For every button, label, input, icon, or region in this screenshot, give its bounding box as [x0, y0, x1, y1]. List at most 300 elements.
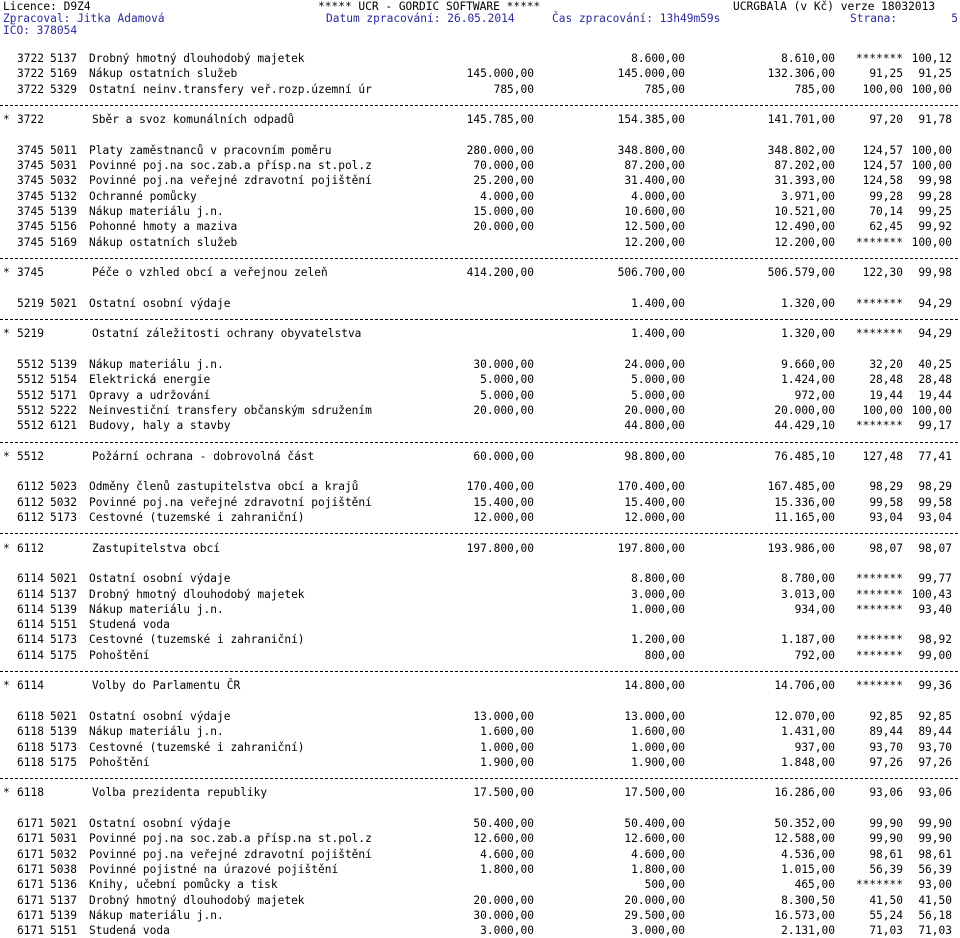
approved-budget: 12.600,00: [473, 832, 534, 846]
table-row: [0, 649, 960, 663]
paragraph-code: 3745: [17, 266, 44, 280]
percent-of-approved: 99,90: [869, 817, 903, 830]
item-label: Nákup ostatních služeb: [89, 67, 238, 81]
percent-of-adjusted: 93,70: [918, 740, 952, 754]
paragraph-code: 3722: [17, 52, 44, 65]
item-code: 5139: [50, 205, 77, 218]
item-label: Studená voda: [89, 924, 170, 938]
percent-of-adjusted: 40,25: [918, 358, 952, 371]
table-row: [0, 603, 960, 617]
actual-amount: 167.485,00: [767, 480, 835, 494]
item-label: Drobný hmotný dlouhodobý majetek: [89, 893, 305, 907]
approved-budget: 1.600,00: [480, 725, 534, 739]
actual-amount: 11.165,00: [774, 511, 835, 524]
approved-budget: 4.600,00: [480, 847, 534, 861]
percent-of-adjusted: 99,98: [918, 174, 952, 188]
approved-budget: 17.500,00: [473, 786, 534, 800]
item-code: 5031: [50, 159, 77, 173]
percent-of-approved: *******: [855, 52, 903, 65]
percent-of-approved: 19,44: [869, 388, 903, 402]
adjusted-budget: 1.000,00: [631, 602, 685, 616]
actual-amount: 31.393,00: [774, 174, 835, 188]
percent-of-adjusted: 91,78: [918, 113, 952, 127]
table-row: [0, 741, 960, 755]
adjusted-budget: 3.000,00: [631, 587, 685, 601]
subtotal-row: [0, 786, 960, 800]
percent-of-adjusted: 93,06: [918, 786, 952, 800]
adjusted-budget: 8.800,00: [631, 572, 685, 586]
dashed-separator: [0, 671, 958, 672]
adjusted-budget: 145.000,00: [617, 67, 685, 81]
approved-budget: 5.000,00: [480, 388, 534, 402]
program-version: UCRGBAlA (v Kč) verze 18032013: [733, 0, 936, 13]
percent-of-adjusted: 100,00: [911, 143, 952, 157]
adjusted-budget: 1.600,00: [631, 725, 685, 739]
table-row: [0, 633, 960, 647]
item-label: Ostatní neinv.transfery veř.rozp.územní úr: [89, 82, 372, 96]
percent-of-adjusted: 93,40: [918, 602, 952, 616]
actual-amount: 8.610,00: [781, 52, 835, 65]
item-code: 5136: [50, 878, 77, 892]
approved-budget: 20.000,00: [473, 403, 534, 417]
paragraph-code: 6171: [17, 878, 44, 892]
actual-amount: 4.536,00: [781, 847, 835, 861]
item-code: 5011: [50, 143, 77, 157]
subtotal-label: Požární ochrana - dobrovolná část: [92, 449, 315, 463]
item-code: 5173: [50, 511, 77, 524]
adjusted-budget: 500,00: [644, 878, 685, 892]
percent-of-adjusted: 100,12: [911, 52, 952, 65]
actual-amount: 3.971,00: [781, 189, 835, 203]
item-label: Budovy, haly a stavby: [89, 419, 231, 433]
actual-amount: 76.485,10: [774, 449, 835, 463]
actual-amount: 506.579,00: [767, 266, 835, 280]
approved-budget: 20.000,00: [473, 893, 534, 907]
item-code: 5139: [50, 602, 77, 616]
item-label: Pohonné hmoty a maziva: [89, 220, 238, 234]
actual-amount: 15.336,00: [774, 495, 835, 509]
percent-of-adjusted: 100,43: [911, 587, 952, 601]
percent-of-approved: *******: [855, 327, 903, 341]
percent-of-approved: 122,30: [862, 266, 903, 280]
actual-amount: 16.573,00: [774, 908, 835, 922]
percent-of-approved: 124,57: [862, 159, 903, 173]
licence-label: Licence: D9Z4: [3, 0, 91, 13]
actual-amount: 3.013,00: [781, 587, 835, 601]
paragraph-code: 6171: [17, 908, 44, 922]
paragraph-code: 5219: [17, 327, 44, 341]
actual-amount: 20.000,00: [774, 403, 835, 417]
item-label: Povinné poj.na soc.zab.a přísp.na st.pol.z: [89, 159, 372, 173]
approved-budget: 25.200,00: [473, 174, 534, 188]
paragraph-code: 6171: [17, 893, 44, 907]
table-row: [0, 756, 960, 770]
subtotal-marker: *: [3, 327, 10, 341]
item-label: Ostatní osobní výdaje: [89, 709, 231, 723]
percent-of-adjusted: 91,25: [918, 67, 952, 81]
item-code: 5023: [50, 480, 77, 494]
processing-time: Čas zpracování: 13h49m59s: [552, 12, 721, 25]
item-code: 5175: [50, 648, 77, 662]
percent-of-approved: 100,00: [862, 403, 903, 417]
processor-name: Zpracoval: Jitka Adamová: [3, 12, 165, 25]
actual-amount: 348.802,00: [767, 143, 835, 157]
paragraph-code: 3745: [17, 143, 44, 157]
adjusted-budget: 20.000,00: [624, 403, 685, 417]
percent-of-adjusted: 94,29: [918, 327, 952, 341]
percent-of-adjusted: 100,00: [911, 82, 952, 96]
percent-of-adjusted: 100,00: [911, 403, 952, 417]
adjusted-budget: 44.800,00: [624, 419, 685, 433]
page-label: Strana:: [850, 12, 898, 25]
adjusted-budget: 154.385,00: [617, 113, 685, 127]
paragraph-code: 5512: [17, 403, 44, 417]
paragraph-code: 6118: [17, 725, 44, 739]
page-number: 5: [951, 12, 958, 25]
percent-of-approved: 99,28: [869, 189, 903, 203]
item-code: 5173: [50, 633, 77, 647]
paragraph-code: 3745: [17, 235, 44, 249]
item-code: 5038: [50, 862, 77, 876]
table-row: [0, 909, 960, 923]
table-row: [0, 174, 960, 188]
item-label: Povinné poj.na veřejné zdravotní pojištění: [89, 495, 372, 509]
approved-budget: 70.000,00: [473, 159, 534, 173]
percent-of-adjusted: 99,92: [918, 220, 952, 234]
processing-date: Datum zpracování: 26.05.2014: [326, 12, 515, 25]
approved-budget: 50.400,00: [473, 817, 534, 830]
adjusted-budget: 197.800,00: [617, 541, 685, 555]
percent-of-adjusted: 99,28: [918, 189, 952, 203]
actual-amount: 44.429,10: [774, 419, 835, 433]
adjusted-budget: 29.500,00: [624, 908, 685, 922]
percent-of-adjusted: 93,04: [918, 511, 952, 524]
percent-of-approved: 97,20: [869, 113, 903, 127]
table-row: [0, 863, 960, 877]
item-label: Povinné poj.na veřejné zdravotní pojištění: [89, 847, 372, 861]
actual-amount: 9.660,00: [781, 358, 835, 371]
table-row: [0, 511, 960, 525]
paragraph-code: 3745: [17, 220, 44, 234]
percent-of-approved: *******: [855, 296, 903, 310]
subtotal-marker: *: [3, 541, 10, 555]
actual-amount: 12.490,00: [774, 220, 835, 234]
paragraph-code: 6118: [17, 755, 44, 769]
percent-of-approved: 28,48: [869, 373, 903, 387]
approved-budget: 15.400,00: [473, 495, 534, 509]
actual-amount: 8.300,50: [781, 893, 835, 907]
adjusted-budget: 17.500,00: [624, 786, 685, 800]
adjusted-budget: 785,00: [644, 82, 685, 96]
item-label: Pohoštění: [89, 755, 150, 769]
percent-of-approved: 93,70: [869, 740, 903, 754]
item-label: Pohoštění: [89, 648, 150, 662]
dashed-separator: [0, 533, 958, 534]
item-label: Povinné poj.na soc.zab.a přísp.na st.pol.z: [89, 832, 372, 846]
subtotal-row: [0, 113, 960, 127]
table-row: [0, 817, 960, 831]
table-row: [0, 144, 960, 158]
paragraph-code: 5512: [17, 358, 44, 371]
table-row: [0, 924, 960, 938]
paragraph-code: 6118: [17, 709, 44, 723]
item-code: 5021: [50, 817, 77, 830]
approved-budget: 60.000,00: [473, 449, 534, 463]
subtotal-marker: *: [3, 449, 10, 463]
percent-of-approved: 127,48: [862, 449, 903, 463]
item-code: 5154: [50, 373, 77, 387]
paragraph-code: 6171: [17, 817, 44, 830]
actual-amount: 1.320,00: [781, 327, 835, 341]
percent-of-approved: 56,39: [869, 862, 903, 876]
adjusted-budget: 14.800,00: [624, 679, 685, 693]
adjusted-budget: 8.600,00: [631, 52, 685, 65]
item-label: Nákup materiálu j.n.: [89, 358, 224, 371]
percent-of-approved: *******: [855, 235, 903, 249]
adjusted-budget: 13.000,00: [624, 709, 685, 723]
adjusted-budget: 50.400,00: [624, 817, 685, 830]
percent-of-adjusted: 94,29: [918, 296, 952, 310]
paragraph-code: 6114: [17, 679, 44, 693]
adjusted-budget: 10.600,00: [624, 205, 685, 218]
approved-budget: 170.400,00: [466, 480, 534, 494]
percent-of-adjusted: 56,18: [918, 908, 952, 922]
item-label: Povinné poj.na veřejné zdravotní pojištění: [89, 174, 372, 188]
item-code: 5031: [50, 832, 77, 846]
adjusted-budget: 1.200,00: [631, 633, 685, 647]
item-label: Elektrická energie: [89, 373, 211, 387]
percent-of-approved: 70,14: [869, 205, 903, 218]
paragraph-code: 6112: [17, 541, 44, 555]
approved-budget: 785,00: [493, 82, 534, 96]
adjusted-budget: 12.200,00: [624, 235, 685, 249]
actual-amount: 141.701,00: [767, 113, 835, 127]
percent-of-adjusted: 28,48: [918, 373, 952, 387]
percent-of-approved: 32,20: [869, 358, 903, 371]
adjusted-budget: 98.800,00: [624, 449, 685, 463]
adjusted-budget: 31.400,00: [624, 174, 685, 188]
item-label: Nákup materiálu j.n.: [89, 908, 224, 922]
paragraph-code: 6114: [17, 618, 44, 632]
item-code: 5021: [50, 296, 77, 310]
table-row: [0, 496, 960, 510]
percent-of-adjusted: 100,00: [911, 235, 952, 249]
item-code: 5156: [50, 220, 77, 234]
subtotal-label: Zastupitelstva obcí: [92, 541, 220, 555]
paragraph-code: 6114: [17, 602, 44, 616]
percent-of-approved: *******: [855, 602, 903, 616]
percent-of-adjusted: 56,39: [918, 862, 952, 876]
actual-amount: 50.352,00: [774, 817, 835, 830]
percent-of-approved: 91,25: [869, 67, 903, 81]
percent-of-approved: 124,58: [862, 174, 903, 188]
table-row: [0, 190, 960, 204]
item-code: 5032: [50, 174, 77, 188]
percent-of-adjusted: 89,44: [918, 725, 952, 739]
subtotal-row: [0, 266, 960, 280]
adjusted-budget: 348.800,00: [617, 143, 685, 157]
table-row: [0, 83, 960, 97]
adjusted-budget: 1.800,00: [631, 862, 685, 876]
percent-of-approved: 98,07: [869, 541, 903, 555]
paragraph-code: 3722: [17, 82, 44, 96]
adjusted-budget: 12.600,00: [624, 832, 685, 846]
actual-amount: 972,00: [794, 388, 835, 402]
dashed-separator: [0, 105, 958, 106]
actual-amount: 87.202,00: [774, 159, 835, 173]
actual-amount: 132.306,00: [767, 67, 835, 81]
paragraph-code: 3745: [17, 189, 44, 203]
percent-of-adjusted: 98,29: [918, 480, 952, 494]
adjusted-budget: 5.000,00: [631, 373, 685, 387]
paragraph-code: 6112: [17, 495, 44, 509]
adjusted-budget: 3.000,00: [631, 924, 685, 938]
actual-amount: 12.200,00: [774, 235, 835, 249]
actual-amount: 1.187,00: [781, 633, 835, 647]
item-code: 5139: [50, 725, 77, 739]
adjusted-budget: 24.000,00: [624, 358, 685, 371]
paragraph-code: 6171: [17, 832, 44, 846]
table-row: [0, 205, 960, 219]
percent-of-adjusted: 99,98: [918, 266, 952, 280]
percent-of-adjusted: 99,77: [918, 572, 952, 586]
actual-amount: 465,00: [794, 878, 835, 892]
subtotal-label: Volba prezidenta republiky: [92, 786, 268, 800]
subtotal-label: Ostatní záležitosti ochrany obyvatelstva: [92, 327, 362, 341]
subtotal-row: [0, 679, 960, 693]
table-row: [0, 52, 960, 66]
actual-amount: 8.780,00: [781, 572, 835, 586]
paragraph-code: 6171: [17, 862, 44, 876]
table-row: [0, 236, 960, 250]
item-code: 5222: [50, 403, 77, 417]
item-code: 5329: [50, 82, 77, 96]
item-label: Cestovné (tuzemské i zahraniční): [89, 511, 305, 524]
actual-amount: 934,00: [794, 602, 835, 616]
actual-amount: 1.424,00: [781, 373, 835, 387]
percent-of-adjusted: 98,61: [918, 847, 952, 861]
percent-of-adjusted: 98,07: [918, 541, 952, 555]
dashed-separator: [0, 778, 958, 779]
item-code: 5021: [50, 572, 77, 586]
item-code: 5137: [50, 52, 77, 65]
adjusted-budget: 20.000,00: [624, 893, 685, 907]
adjusted-budget: 87.200,00: [624, 159, 685, 173]
percent-of-approved: *******: [855, 572, 903, 586]
percent-of-adjusted: 98,92: [918, 633, 952, 647]
percent-of-approved: 99,90: [869, 832, 903, 846]
percent-of-approved: *******: [855, 648, 903, 662]
table-row: [0, 618, 960, 632]
percent-of-approved: 100,00: [862, 82, 903, 96]
approved-budget: 280.000,00: [466, 143, 534, 157]
percent-of-adjusted: 93,00: [918, 878, 952, 892]
actual-amount: 937,00: [794, 740, 835, 754]
percent-of-approved: 41,50: [869, 893, 903, 907]
approved-budget: 1.000,00: [480, 740, 534, 754]
percent-of-approved: *******: [855, 587, 903, 601]
item-label: Cestovné (tuzemské i zahraniční): [89, 740, 305, 754]
table-row: [0, 159, 960, 173]
percent-of-approved: 55,24: [869, 908, 903, 922]
adjusted-budget: 5.000,00: [631, 388, 685, 402]
item-label: Nákup ostatních služeb: [89, 235, 238, 249]
percent-of-adjusted: 71,03: [918, 924, 952, 938]
adjusted-budget: 1.000,00: [631, 740, 685, 754]
approved-budget: 145.785,00: [466, 113, 534, 127]
table-row: [0, 588, 960, 602]
paragraph-code: 5512: [17, 373, 44, 387]
paragraph-code: 3722: [17, 113, 44, 127]
table-row: [0, 894, 960, 908]
item-label: Nákup materiálu j.n.: [89, 602, 224, 616]
subtotal-label: Sběr a svoz komunálních odpadů: [92, 113, 295, 127]
paragraph-code: 6112: [17, 511, 44, 524]
paragraph-code: 3745: [17, 159, 44, 173]
paragraph-code: 3745: [17, 174, 44, 188]
paragraph-code: 5512: [17, 388, 44, 402]
approved-budget: 15.000,00: [473, 205, 534, 218]
item-label: Drobný hmotný dlouhodobý majetek: [89, 52, 305, 65]
percent-of-approved: 98,29: [869, 480, 903, 494]
table-row: [0, 572, 960, 586]
item-label: Opravy a udržování: [89, 388, 211, 402]
table-row: [0, 358, 960, 372]
approved-budget: 3.000,00: [480, 924, 534, 938]
actual-amount: 193.986,00: [767, 541, 835, 555]
item-code: 5032: [50, 847, 77, 861]
item-code: 5169: [50, 235, 77, 249]
table-row: [0, 480, 960, 494]
table-row: [0, 389, 960, 403]
item-code: 5021: [50, 709, 77, 723]
paragraph-code: 3745: [17, 205, 44, 218]
percent-of-approved: 99,58: [869, 495, 903, 509]
approved-budget: 1.900,00: [480, 755, 534, 769]
percent-of-adjusted: 99,90: [918, 817, 952, 830]
actual-amount: 792,00: [794, 648, 835, 662]
approved-budget: 1.800,00: [480, 862, 534, 876]
table-row: [0, 878, 960, 892]
item-code: 5173: [50, 740, 77, 754]
percent-of-approved: *******: [855, 419, 903, 433]
table-row: [0, 297, 960, 311]
adjusted-budget: 1.400,00: [631, 296, 685, 310]
subtotal-marker: *: [3, 679, 10, 693]
paragraph-code: 5219: [17, 296, 44, 310]
percent-of-adjusted: 19,44: [918, 388, 952, 402]
item-label: Drobný hmotný dlouhodobý majetek: [89, 587, 305, 601]
table-row: [0, 710, 960, 724]
percent-of-approved: 93,06: [869, 786, 903, 800]
actual-amount: 12.588,00: [774, 832, 835, 846]
percent-of-adjusted: 99,25: [918, 205, 952, 218]
item-code: 5032: [50, 495, 77, 509]
item-code: 5171: [50, 388, 77, 402]
approved-budget: 30.000,00: [473, 908, 534, 922]
paragraph-code: 3722: [17, 67, 44, 81]
ico-number: IČO: 378054: [3, 24, 78, 37]
adjusted-budget: 1.400,00: [631, 327, 685, 341]
table-row: [0, 404, 960, 418]
adjusted-budget: 800,00: [644, 648, 685, 662]
percent-of-approved: 97,26: [869, 755, 903, 769]
percent-of-adjusted: 97,26: [918, 755, 952, 769]
item-code: 5175: [50, 755, 77, 769]
table-row: [0, 848, 960, 862]
paragraph-code: 6118: [17, 740, 44, 754]
subtotal-row: [0, 450, 960, 464]
